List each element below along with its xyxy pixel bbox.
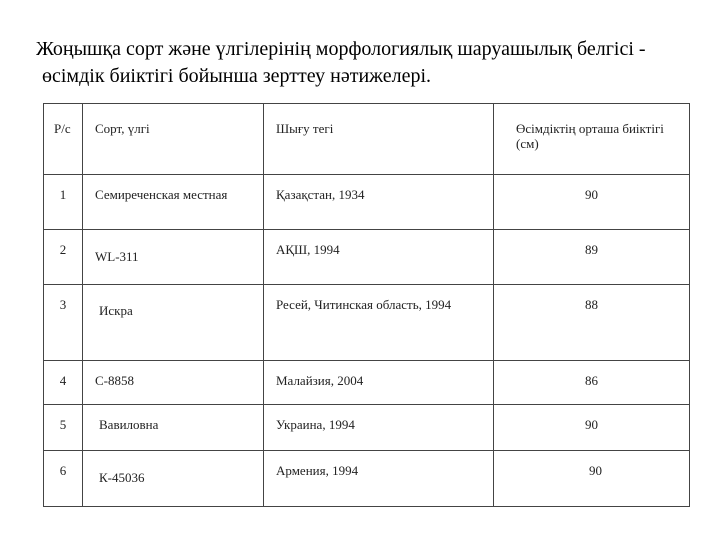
variety-cell: WL-311: [83, 230, 264, 285]
row-number: 6: [44, 451, 83, 507]
table-row: [44, 361, 690, 405]
variety-cell: Семиреченская местная: [83, 175, 264, 230]
origin-cell: АҚШ, 1994: [264, 230, 494, 285]
document-title: [28, 36, 718, 90]
title-line-1: Жоңышқа сорт және үлгілерінің морфологиялық шаруашылық белгісі -: [36, 38, 646, 60]
origin-cell: Қазақстан, 1934: [264, 175, 494, 230]
row-number: 5: [44, 405, 83, 451]
header-cell-variety: Сорт, үлгі: [83, 104, 264, 175]
origin-cell: Ресей, Читинская область, 1994: [264, 285, 494, 361]
title-line-2: өсімдік биіктігі бойынша зерттеу нәтижелері.: [42, 65, 432, 87]
height-cell: 90: [494, 451, 690, 507]
origin-cell: Малайзия, 2004: [264, 361, 494, 405]
table-header-row: [44, 104, 690, 175]
row-number: 3: [44, 285, 83, 361]
row-number: 4: [44, 361, 83, 405]
variety-cell: С-8858: [83, 361, 264, 405]
table-row: [44, 175, 690, 230]
header-cell-number: Р/с: [44, 104, 83, 175]
table-row: [44, 285, 690, 361]
row-number: 2: [44, 230, 83, 285]
origin-cell: Украина, 1994: [264, 405, 494, 451]
row-number: 1: [44, 175, 83, 230]
header-cell-origin: Шығу тегі: [264, 104, 494, 175]
height-cell: 90: [494, 405, 690, 451]
table-row: [44, 230, 690, 285]
height-cell: 90: [494, 175, 690, 230]
height-cell: 88: [494, 285, 690, 361]
variety-cell: К-45036: [83, 451, 264, 507]
table-row: [44, 451, 690, 507]
table-row: [44, 405, 690, 451]
height-cell: 89: [494, 230, 690, 285]
height-cell: 86: [494, 361, 690, 405]
variety-cell: Вавиловна: [83, 405, 264, 451]
header-cell-height: Өсімдіктің орташа биіктігі (см): [494, 104, 690, 175]
origin-cell: Армения, 1994: [264, 451, 494, 507]
variety-cell: Искра: [83, 285, 264, 361]
results-table: [43, 103, 690, 507]
